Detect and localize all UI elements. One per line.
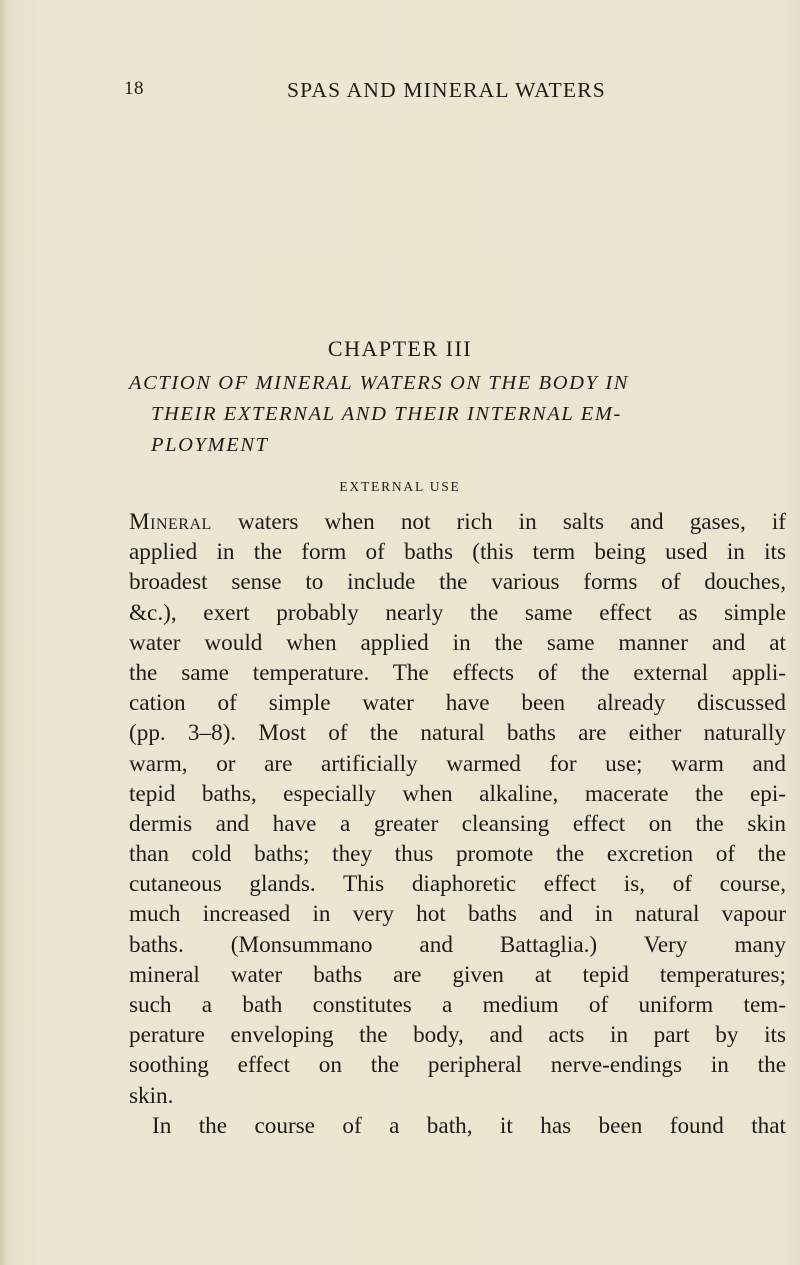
text-line: soothing effect on the peripheral nerve-endings in the xyxy=(129,1052,786,1079)
text-line: such a bath constitutes a medium of uniform tem- xyxy=(129,992,786,1018)
text-line: tepid baths, especially when alkaline, macerate the epi- xyxy=(129,780,786,807)
text-line: much increased in very hot baths and in natural vapour xyxy=(129,901,786,928)
text-line: than cold baths; they thus promote the excretion of the xyxy=(129,841,786,868)
chapter-subtitle-line: PLOYMENT xyxy=(151,434,269,456)
text-line: warm, or are artificially warmed for use; warm and xyxy=(129,750,786,777)
section-heading: EXTERNAL USE xyxy=(339,479,461,494)
page-gutter-shadow xyxy=(0,0,6,1265)
text-line: perature enveloping the body, and acts in part by its xyxy=(129,1022,786,1049)
text-line: cutaneous glands. This diaphoretic effect is, of course, xyxy=(129,871,786,898)
chapter-title: CHAPTER III xyxy=(327,336,473,361)
text-line: In the course of a bath, it has been found that xyxy=(152,1112,786,1139)
text-line: mineral water baths are given at tepid temperatures; xyxy=(129,961,786,988)
page-number: 18 xyxy=(124,78,144,99)
text-line xyxy=(129,507,786,537)
chapter-subtitle-line: ACTION OF MINERAL WATERS ON THE BODY IN xyxy=(129,372,630,394)
text-line: (pp. 3–8). Most of the natural baths are either naturally xyxy=(129,720,786,747)
text-line: &c.), exert probably nearly the same effect as simple xyxy=(129,599,786,626)
text-line: skin. xyxy=(129,1082,174,1109)
text-line: cation of simple water have been already discussed xyxy=(129,690,786,717)
chapter-subtitle-line: THEIR EXTERNAL AND THEIR INTERNAL EM- xyxy=(151,403,622,425)
text-line: baths. (Monsummano and Battaglia.) Very many xyxy=(129,931,786,958)
text-line: applied in the form of baths (this term being used in its xyxy=(129,539,786,566)
text-line: dermis and have a greater cleansing effect on the skin xyxy=(129,810,786,837)
text-line: broadest sense to include the various forms of douches, xyxy=(129,569,786,596)
drop-word: Mineral xyxy=(129,509,212,535)
chapter-subtitle xyxy=(129,368,669,461)
page-header xyxy=(0,78,800,108)
text-line: the same temperature. The effects of the external appli- xyxy=(129,659,786,686)
body-paragraph xyxy=(129,507,786,1141)
text-line: water would when applied in the same manner and at xyxy=(129,629,786,656)
running-head: SPAS AND MINERAL WATERS xyxy=(287,78,606,102)
text-line-rest: waters when not rich in salts and gases, if xyxy=(211,509,786,535)
